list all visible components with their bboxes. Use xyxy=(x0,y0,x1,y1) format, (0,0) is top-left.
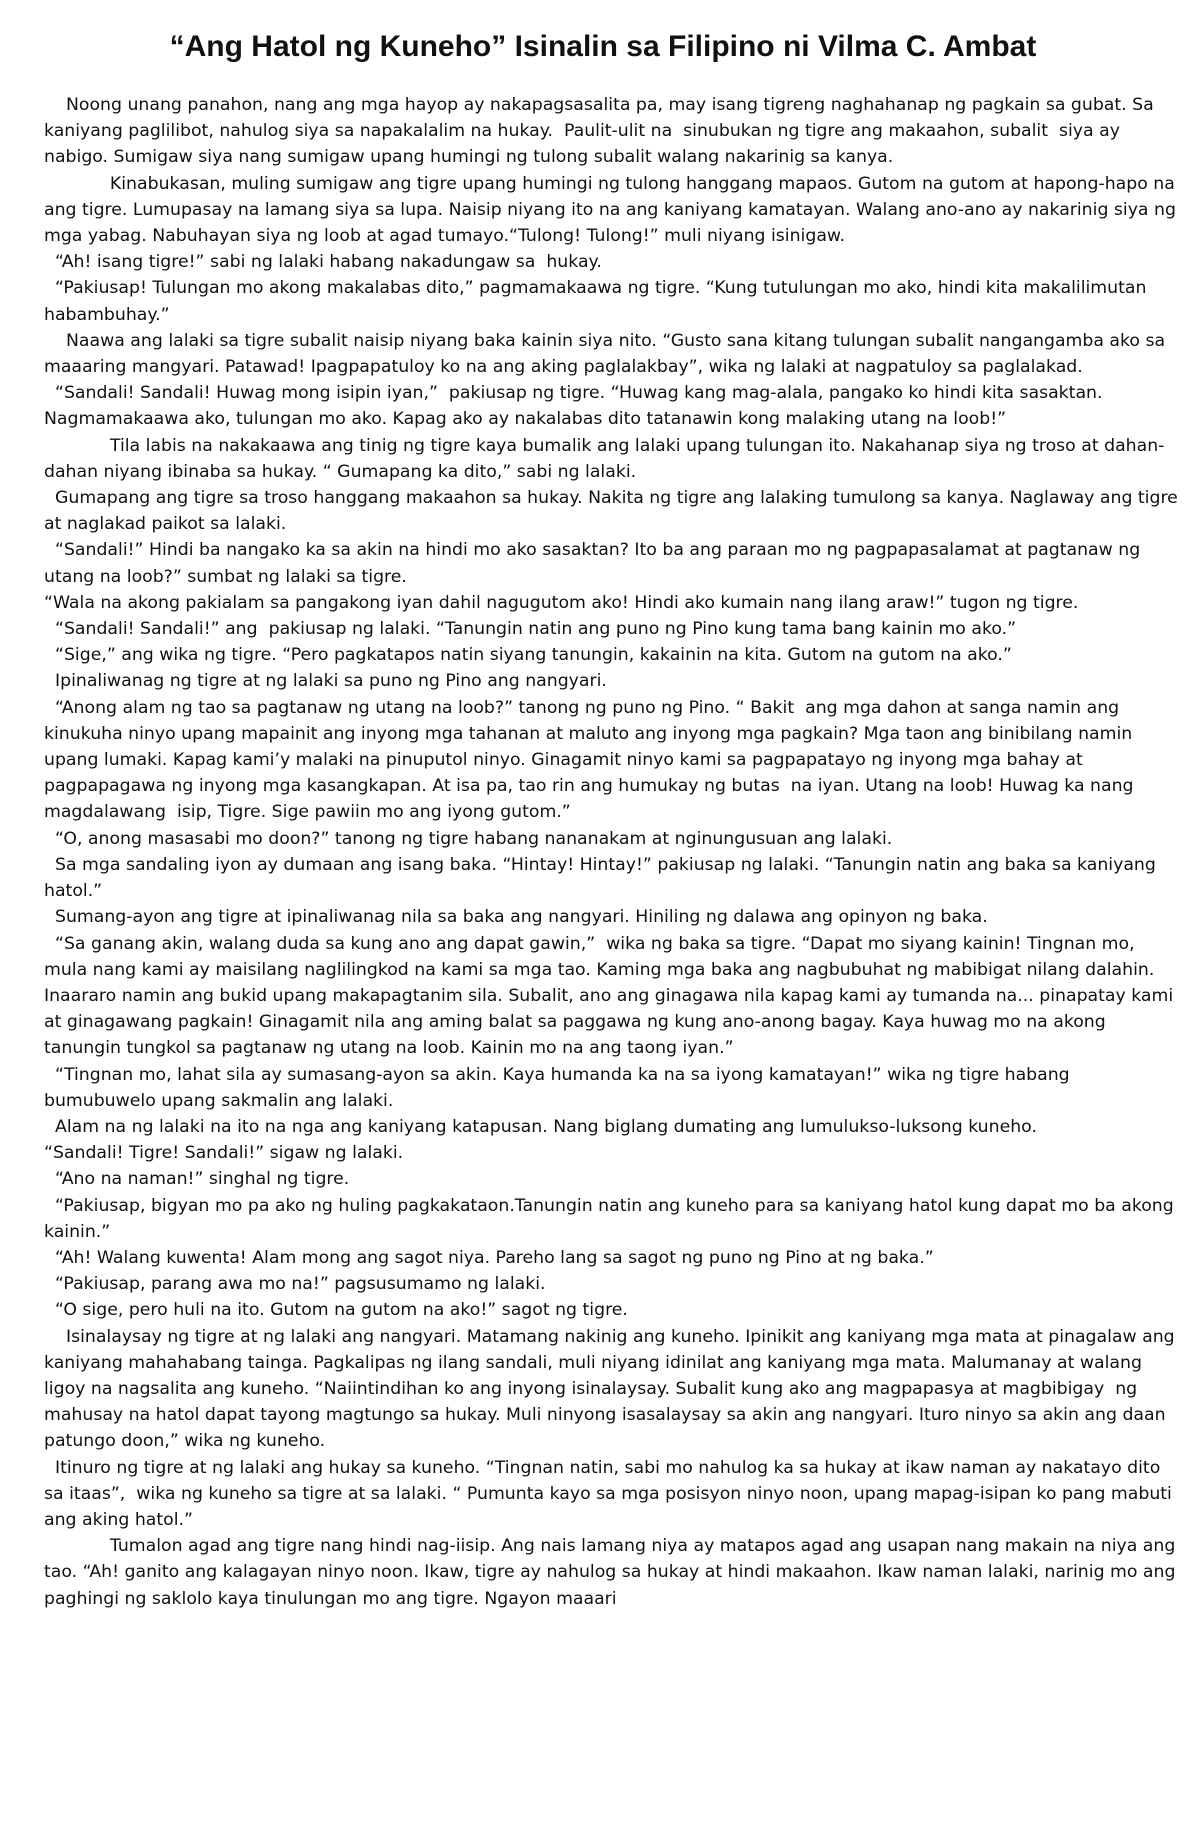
paragraph: “Sandali! Tigre! Sandali!” sigaw ng lalaki. xyxy=(44,1143,404,1164)
paragraph: “Anong alam ng tao sa pagtanaw ng utang na loob?” tanong ng puno ng Pino. “ Bakit ang mga dahon at sanga namin ang kinukuha ninyo upang mapainit ang inyong mga tahanan at maluto ang inyong mga pagkain? Mga taon ang binibilang namin upang lumaki. Kapag kami’y malaki na pinuputol ninyo. Ginagamit ninyo kami sa pagpapatayo ng inyong mga bahay at pagpapagawa ng inyong mga kasangkapan. At isa pa, tao rin ang humukay ng butas na iyan. Utang na loob! Huwag ka nang magdalawang isip, Tigre. Sige pawiin mo ang iyong gutom.” xyxy=(44,697,1139,823)
document-title: “Ang Hatol ng Kuneho” Isinalin sa Filipino ni Vilma C. Ambat xyxy=(169,30,1037,63)
paragraph: Sumang-ayon ang tigre at ipinaliwanag nila sa baka ang nangyari. Hiniling ng dalawa ang opinyon ng baka. xyxy=(44,907,988,928)
paragraph: Itinuro ng tigre at ng lalaki ang hukay sa kuneho. “Tingnan natin, sabi mo nahulog ka sa hukay at ikaw naman ay nakatayo dito sa itaas”, wika ng kuneho sa tigre at sa lalaki. “ Pumunta kayo sa mga posisyon ninyo noon, upang mapag-isipan ko pang mabuti ang aking hatol.” xyxy=(44,1457,1178,1530)
paragraph: Sa mga sandaling iyon ay dumaan ang isang baka. “Hintay! Hintay!” pakiusap ng lalaki. “Tanungin natin ang baka sa kaniyang hatol.” xyxy=(44,854,1162,902)
paragraph: “Ah! Walang kuwenta! Alam mong ang sagot niya. Pareho lang sa sagot ng puno ng Pino at ng baka.” xyxy=(44,1247,934,1268)
paragraph: Isinalaysay ng tigre at ng lalaki ang nangyari. Matamang nakinig ang kuneho. Ipinikit ang kaniyang mga mata at pinagalaw ang kaniyang mahahabang tainga. Pagkalipas ng ilang sandali, muli niyang idinilat ang kaniyang mga mata. Malumanay at walang ligoy na nagsalita ang kuneho. “Naiintindihan ko ang inyong isinalaysay. Subalit kung ako ang magpapasya at magbibigay ng mahusay na hatol dapat tayong magtungo sa hukay. Muli ninyong isasalaysay sa akin ang nangyari. Ituro ninyo sa akin ang daan patungo doon,” wika ng kuneho. xyxy=(44,1326,1181,1452)
paragraph: Tumalon agad ang tigre nang hindi nag-iisip. Ang nais lamang niya ay matapos agad ang usapan nang makain na niya ang tao. “Ah! ganito ang kalagayan ninyo noon. Ikaw, tigre ay nahulog sa hukay at hindi makaahon. Ikaw naman lalaki, narinig mo ang paghingi ng saklolo kaya tinulungan mo ang tigre. Ngayon maaari xyxy=(44,1536,1181,1609)
paragraph: Noong unang panahon, nang ang mga hayop ay nakapagsasalita pa, may isang tigreng naghahanap ng pagkain sa gubat. Sa kaniyang paglilibot, nahulog siya sa napakalalim na hukay. Paulit-ulit na sinubukan ng tigre ang makaahon, subalit siya ay nabigo. Sumigaw siya nang sumigaw upang humingi ng tulong subalit walang nakarinig sa kanya. xyxy=(44,95,1160,168)
paragraph: Ipinaliwanag ng tigre at ng lalaki sa puno ng Pino ang nangyari. xyxy=(44,671,607,692)
paragraph: “Ano na naman!” singhal ng tigre. xyxy=(44,1169,350,1190)
paragraph: “Tingnan mo, lahat sila ay sumasang-ayon sa akin. Kaya humanda ka na sa iyong kamatayan!” wika ng tigre habang bumubuwelo upang sakmalin ang lalaki. xyxy=(44,1064,1076,1111)
paragraph: “O, anong masasabi mo doon?” tanong ng tigre habang nananakam at nginungusuan ang lalaki. xyxy=(44,828,893,849)
paragraph: “Sandali!” Hindi ba nangako ka sa akin na hindi mo ako sasaktan? Ito ba ang paraan mo ng pagpapasalamat at pagtanaw ng utang na loob?” sumbat ng lalaki sa tigre. xyxy=(44,540,1146,587)
paragraph: “Pakiusap, parang awa mo na!” pagsusumamo ng lalaki. xyxy=(44,1274,546,1295)
paragraph: “Ah! isang tigre!” sabi ng lalaki habang nakadungaw sa hukay. xyxy=(44,252,602,273)
paragraph: Kinabukasan, muling sumigaw ang tigre upang humingi ng tulong hanggang mapaos. Gutom na gutom at hapong-hapo na ang tigre. Lumupasay na lamang siya sa lupa. Naisip niyang ito na ang kaniyang kamatayan. Walang ano-ano ay nakarinig siya ng mga yabag. Nabuhayan siya ng loob at agad tumayo.“Tulong! Tulong!” muli niyang isinigaw. xyxy=(44,173,1182,247)
paragraph: “Sandali! Sandali!” ang pakiusap ng lalaki. “Tanungin natin ang puno ng Pino kung tama bang kainin mo ako.” xyxy=(44,619,1017,640)
paragraph: “Pakiusap! Tulungan mo akong makalabas dito,” pagmamakaawa ng tigre. “Kung tutulungan mo ako, hindi kita makalilimutan habambuhay.” xyxy=(44,278,1152,325)
paragraph: “Sige,” ang wika ng tigre. “Pero pagkatapos natin siyang tanungin, kakainin na kita. Gutom na gutom na ako.” xyxy=(44,645,1012,666)
paragraph: Tila labis na nakakaawa ang tinig ng tigre kaya bumalik ang lalaki upang tulungan ito. Nakahanap siya ng troso at dahan-dahan niyang ibinaba sa hukay. “ Gumapang ka dito,” sabi ng lalaki. xyxy=(44,435,1165,482)
paragraph: Naawa ang lalaki sa tigre subalit naisip niyang baka kainin siya nito. “Gusto sana kitang tulungan subalit nangangamba ako sa maaaring mangyari. Patawad! Ipagpapatuloy ko na ang aking paglalakbay”, wika ng lalaki at nagpatuloy sa paglalakad. xyxy=(44,330,1171,378)
paragraph: Gumapang ang tigre sa troso hanggang makaahon sa hukay. Nakita ng tigre ang lalaking tumulong sa kanya. Naglaway ang tigre at naglakad paikot sa lalaki. xyxy=(44,488,1184,535)
paragraph: Alam na ng lalaki na ito na nga ang kaniyang katapusan. Nang biglang dumating ang lumulukso-luksong kuneho. xyxy=(44,1116,1037,1137)
paragraph: “Sandali! Sandali! Huwag mong isipin iyan,” pakiusap ng tigre. “Huwag kang mag-alala, pangako ko hindi kita sasaktan. Nagmamakaawa ako, tulungan mo ako. Kapag ako ay nakalabas dito tatanawin kong malaking utang na loob!” xyxy=(44,383,1108,430)
paragraph: “Wala na akong pakialam sa pangakong iyan dahil nagugutom ako! Hindi ako kumain nang ilang araw!” tugon ng tigre. xyxy=(44,592,1079,613)
story-body xyxy=(44,92,1182,1612)
paragraph: “O sige, pero huli na ito. Gutom na gutom na ako!” sagot ng tigre. xyxy=(44,1300,628,1321)
paragraph: “Sa ganang akin, walang duda sa kung ano ang dapat gawin,” wika ng baka sa tigre. “Dapat mo siyang kainin! Tingnan mo, mula nang kami ay maisilang naglilingkod na kami sa mga tao. Kaming mga baka ang nagbubuhat ng mabibigat nilang dalahin. Inaararo namin ang bukid upang makapagtanim sila. Subalit, ano ang ginagawa nila kapag kami ay tumanda na... pinapatay kami at ginagawang pagkain! Ginagamit nila ang aming balat sa paggawa ng kung ano-anong bagay. Kaya huwag mo na akong tanungin tungkol sa pagtanaw ng utang na loob. Kainin mo na ang taong iyan.” xyxy=(44,933,1179,1059)
paragraph: “Pakiusap, bigyan mo pa ako ng huling pagkakataon.Tanungin natin ang kuneho para sa kaniyang hatol kung dapat mo ba akong kainin.” xyxy=(44,1195,1180,1242)
